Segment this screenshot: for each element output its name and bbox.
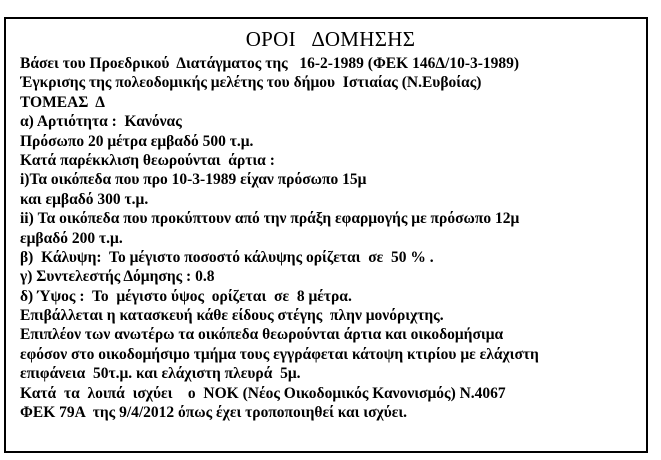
text-line: ΦΕΚ 79Α της 9/4/2012 όπως έχει τροποποιηθεί και ισχύει. — [20, 404, 408, 422]
text-line: Κατά τα λοιπά ισχύει ο ΝΟΚ (Νέος Οικοδομικός Κανονισμός) Ν.4067 — [20, 384, 506, 402]
text-line: Επιπλέον των ανωτέρω τα οικόπεδα θεωρούνται άρτια και οικοδομήσιμα — [20, 326, 504, 344]
text-line: α) Αρτιότητα : Κανόνας — [20, 113, 182, 131]
text-line: Κατά παρέκκλιση θεωρούνται άρτια : — [20, 151, 275, 169]
text-line: επιφάνεια 50τ.μ. και ελάχιστη πλευρά 5μ. — [20, 365, 301, 383]
page-title: ΟΡΟΙ ΔΟΜΗΣΗΣ — [245, 27, 416, 51]
document-body — [20, 54, 645, 422]
text-line: β) Κάλυψη: Το μέγιστο ποσοστό κάλυψης ορίζεται σε 50 % . — [20, 248, 434, 266]
text-line: i)Τα οικόπεδα που προ 10-3-1989 είχαν πρόσωπο 15μ — [20, 171, 367, 189]
text-line: Έγκρισης της πολεοδομικής μελέτης του δήμου Ιστιαίας (Ν.Ευβοίας) — [20, 74, 482, 92]
text-line: εμβαδό 200 τ.μ. — [20, 229, 123, 247]
text-line: ΤΟΜΕΑΣ Δ — [20, 93, 106, 111]
text-line: Πρόσωπο 20 μέτρα εμβαδό 500 τ.μ. — [20, 132, 254, 150]
text-line: και εμβαδό 300 τ.μ. — [20, 190, 149, 208]
text-line: δ) Ύψος : Το μέγιστο ύψος ορίζεται σε 8 μέτρα. — [20, 287, 352, 305]
text-line: εφόσον στο οικοδομήσιμο τμήμα τους εγγράφεται κάτοψη κτιρίου με ελάχιστη — [20, 345, 539, 363]
text-line: Βάσει του Προεδρικού Διατάγματος της 16-2-1989 (ΦΕΚ 146Δ/10-3-1989) — [20, 55, 520, 72]
text-line: Επιβάλλεται η κατασκευή κάθε είδους στέγης πλην μονόριχτης. — [20, 307, 444, 325]
text-line: γ) Συντελεστής Δόμησης : 0.8 — [20, 268, 215, 286]
text-line: ii) Τα οικόπεδα που προκύπτουν από την πράξη εφαρμογής με πρόσωπο 12μ — [20, 210, 520, 228]
